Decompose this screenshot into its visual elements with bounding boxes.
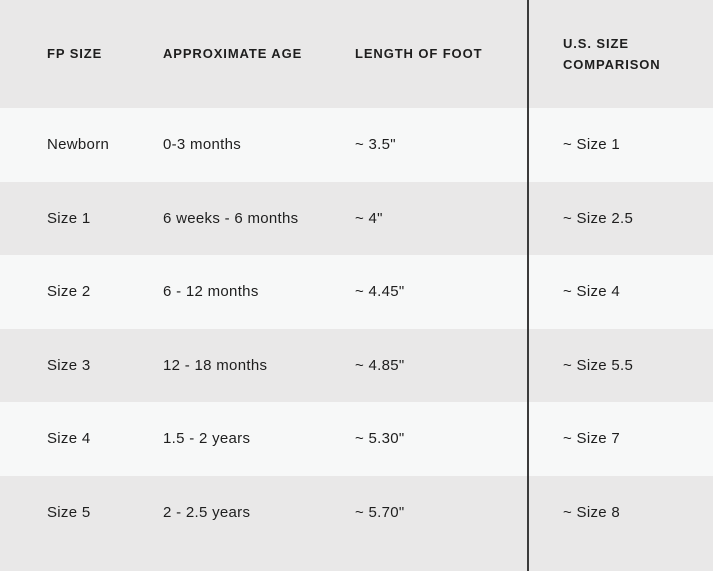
- cell-approximate-age: 6 weeks - 6 months: [163, 209, 299, 227]
- table-row: [0, 476, 713, 550]
- cell-us-size-comparison: ~ Size 2.5: [563, 209, 634, 227]
- table-row: [0, 402, 713, 476]
- cell-approximate-age: 1.5 - 2 years: [163, 430, 251, 448]
- cell-fp-size: Size 3: [47, 356, 91, 374]
- cell-length-of-foot: ~ 5.30": [355, 430, 405, 448]
- cell-length-of-foot: ~ 4.45": [355, 283, 405, 301]
- cell-us-size-comparison: ~ Size 5.5: [563, 356, 634, 374]
- cell-fp-size: Size 4: [47, 430, 91, 448]
- cell-length-of-foot: ~ 3.5": [355, 136, 396, 154]
- header-approximate-age: APPROXIMATE AGE: [163, 46, 303, 62]
- table-row: [0, 329, 713, 403]
- table-body: [0, 108, 713, 549]
- table-row: [0, 182, 713, 256]
- cell-approximate-age: 6 - 12 months: [163, 283, 259, 301]
- header-us-size-comparison: U.S. SIZE COMPARISON: [563, 35, 661, 72]
- cell-length-of-foot: ~ 4": [355, 209, 383, 227]
- cell-approximate-age: 0-3 months: [163, 136, 242, 154]
- column-divider-line: [527, 0, 529, 571]
- table-row: [0, 255, 713, 329]
- cell-length-of-foot: ~ 5.70": [355, 503, 405, 521]
- cell-approximate-age: 12 - 18 months: [163, 356, 268, 374]
- cell-fp-size: Size 5: [47, 503, 91, 521]
- cell-us-size-comparison: ~ Size 8: [563, 503, 621, 521]
- cell-us-size-comparison: ~ Size 1: [563, 136, 621, 154]
- table-row: [0, 108, 713, 182]
- cell-fp-size: Newborn: [47, 136, 110, 154]
- cell-us-size-comparison: ~ Size 7: [563, 430, 621, 448]
- cell-fp-size: Size 2: [47, 283, 91, 301]
- cell-fp-size: Size 1: [47, 209, 91, 227]
- header-fp-size: FP SIZE: [47, 46, 103, 62]
- cell-approximate-age: 2 - 2.5 years: [163, 503, 251, 521]
- table-header-row: [0, 0, 713, 108]
- cell-length-of-foot: ~ 4.85": [355, 356, 405, 374]
- cell-us-size-comparison: ~ Size 4: [563, 283, 621, 301]
- header-length-of-foot: LENGTH OF FOOT: [355, 46, 483, 62]
